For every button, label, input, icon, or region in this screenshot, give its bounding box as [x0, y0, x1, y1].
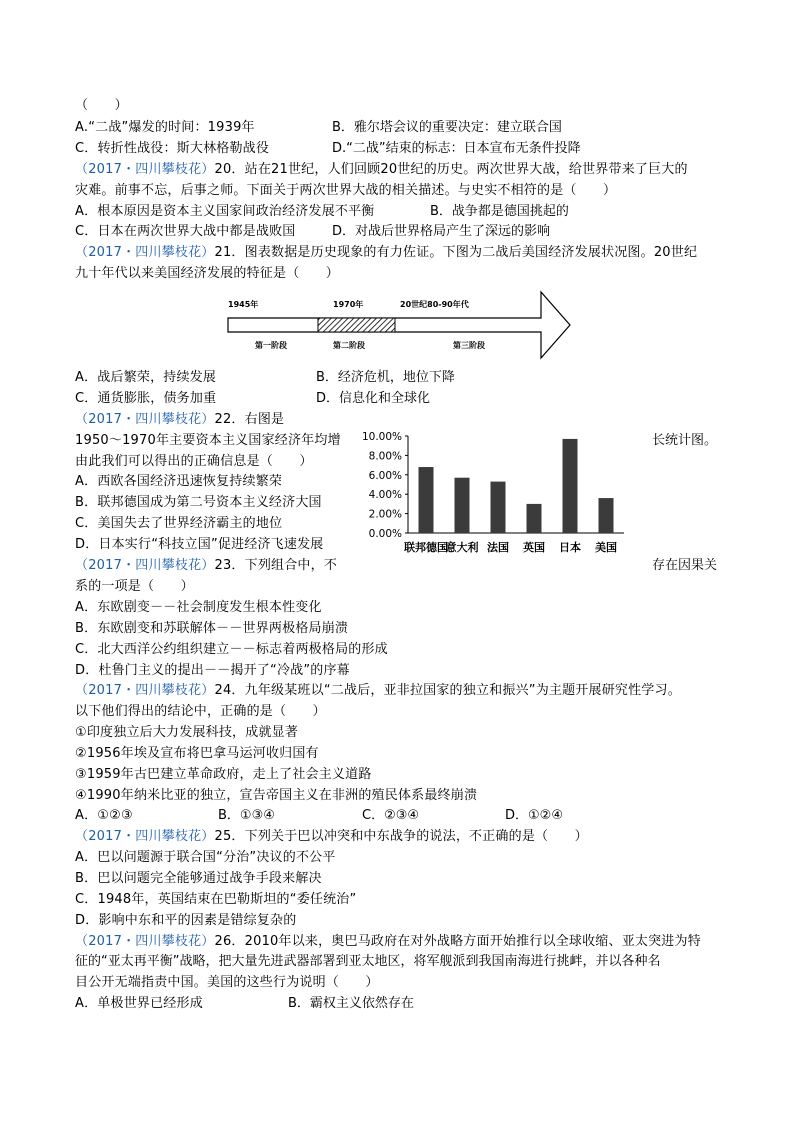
q24-option-d: D．①②④ [505, 808, 563, 823]
q23-stem1-text: 23．下列组合中，不 [214, 558, 338, 573]
q22-growth-bar-chart [352, 428, 642, 558]
q19-stem-end: （ ） [75, 98, 128, 113]
chart-x-tick-label: 英国 [523, 541, 545, 554]
q24-statement-3: ③1959年古巴建立革命政府，走上了社会主义道路 [75, 767, 372, 782]
q21-source: （2017・四川攀枝花） [75, 245, 215, 260]
q24-option-a: A．①②③ [75, 808, 133, 823]
q22-source: （2017・四川攀枝花） [75, 412, 215, 427]
q24-statement-1: ①印度独立后大力发展科技，成就显著 [75, 725, 299, 740]
q24-stem-line2: 以下他们得出的结论中，正确的是（ ） [75, 704, 326, 719]
q22-stem-line2-right: 长统计图。 [652, 433, 718, 448]
q26-stem-line2: 征的“亚太再平衡”战略，把大量先进武器部署到亚太地区，将军舰派到我国南海进行挑衅，并以各种名 [75, 954, 661, 969]
q20-option-b: B．战争都是德国挑起的 [430, 204, 569, 219]
q21-option-a: A．战后繁荣，持续发展 [75, 370, 217, 385]
q23-stem-line1-left [75, 556, 337, 576]
q22-stem-line3: 由此我们可以得出的正确信息是（ ） [75, 454, 313, 469]
timeline-stage2-hatch [318, 318, 395, 332]
chart-x-tick-label: 美国 [595, 541, 617, 554]
timeline-stage3: 第三阶段 [453, 341, 485, 350]
q26-stem-line1 [75, 932, 701, 952]
q23-option-b: B．东欧剧变和苏联解体－－世界两极格局崩溃 [75, 621, 349, 636]
chart-y-tick-label: 0.00% [368, 528, 402, 540]
q26-stem-line3: 目公开无端指责中国。美国的这些行为说明（ ） [75, 975, 379, 990]
chart-bar [455, 478, 470, 533]
q25-option-d: D．影响中东和平的因素是错综复杂的 [75, 913, 297, 928]
q20-option-a: A．根本原因是资本主义国家间政治经济发展不平衡 [75, 204, 375, 219]
q20-stem-line2: 灾难。前事不忘，后事之师。下面关于两次世界大战的相关描述。与史实不相符的是（ ） [75, 183, 617, 198]
chart-bar [527, 504, 542, 533]
chart-bar [491, 482, 506, 533]
q24-option-c: C．②③④ [362, 808, 420, 823]
q22-stem-line2-left: 1950～1970年主要资本主义国家经济年均增 [75, 433, 341, 448]
timeline-stage1: 第一阶段 [255, 341, 287, 350]
q23-option-a: A．东欧剧变－－社会制度发生根本性变化 [75, 600, 322, 615]
chart-y-tick-label: 8.00% [368, 450, 402, 463]
timeline-label-1970: 1970年 [333, 300, 364, 309]
chart-y-tick-label: 2.00% [368, 508, 402, 521]
q21-option-d: D．信息化和全球化 [316, 391, 431, 406]
q22-option-a: A．西欧各国经济迅速恢复持续繁荣 [75, 474, 283, 489]
q19-option-b: B．雅尔塔会议的重要决定：建立联合国 [332, 120, 562, 135]
chart-y-tick-label: 4.00% [368, 489, 402, 502]
q25-stem1-text: 25．下列关于巴以冲突和中东战争的说法，不正确的是（ ） [214, 829, 588, 844]
chart-bar [419, 467, 434, 533]
q20-stem-line1 [75, 160, 688, 180]
q20-option-c: C．日本在两次世界大战中都是战败国 [75, 224, 296, 239]
q19-option-a: A.“二战”爆发的时间：1939年 [75, 120, 255, 135]
q22-option-d: D．日本实行“科技立国”促进经济飞速发展 [75, 537, 324, 552]
q25-option-b: B．巴以问题完全能够通过战争手段来解决 [75, 871, 322, 886]
q23-source: （2017・四川攀枝花） [75, 558, 215, 573]
timeline-label-1945: 1945年 [228, 300, 259, 309]
timeline-stage2: 第二阶段 [333, 341, 365, 350]
chart-bar [599, 498, 614, 533]
q23-option-c: C．北大西洋公约组织建立－－标志着两极格局的形成 [75, 642, 388, 657]
q23-stem-line2: 系的一项是（ ） [75, 579, 194, 594]
q26-option-b: B．霸权主义依然存在 [288, 996, 414, 1011]
q24-statement-4: ④1990年纳米比亚的独立，宣告帝国主义在非洲的殖民体系最终崩溃 [75, 788, 478, 803]
q24-statement-2: ②1956年埃及宣布将巴拿马运河收归国有 [75, 746, 319, 761]
q25-option-c: C．1948年，英国结束在巴勒斯坦的“委任统治” [75, 892, 357, 907]
q22-stem-line1 [75, 410, 284, 430]
chart-x-tick-label: 法国 [487, 541, 509, 554]
chart-y-tick-label: 6.00% [368, 469, 402, 482]
q25-stem-line1 [75, 827, 588, 847]
q24-stem1-text: 24．九年级某班以“二战后，亚非拉国家的独立和振兴”为主题开展研究性学习。 [214, 683, 681, 698]
q21-stem-line2: 九十年代以来美国经济发展的特征是（ ） [75, 266, 340, 281]
q20-stem1-text: 20．站在21世纪，人们回顾20世纪的历史。两次世界大战，给世界带来了巨大的 [214, 162, 688, 177]
chart-x-tick-label: 意大利 [445, 541, 479, 554]
q24-source: （2017・四川攀枝花） [75, 683, 215, 698]
q21-option-b: B．经济危机，地位下降 [316, 370, 455, 385]
q21-stem-line1 [75, 243, 697, 263]
q21-stem1-text: 21．图表数据是历史现象的有力佐证。下图为二战后美国经济发展状况图。20世纪 [214, 245, 698, 260]
q24-stem-line1 [75, 681, 681, 701]
q19-option-c: C．转折性战役：斯大林格勒战役 [75, 141, 270, 156]
q26-source: （2017・四川攀枝花） [75, 934, 215, 949]
q21-option-c: C．通货膨胀，债务加重 [75, 391, 217, 406]
q25-source: （2017・四川攀枝花） [75, 829, 215, 844]
chart-x-tick-label: 日本 [559, 541, 581, 554]
timeline-label-8090: 20世纪80-90年代 [400, 300, 469, 309]
chart-bar [563, 439, 578, 533]
q23-option-d: D．杜鲁门主义的提出－－揭开了“冷战”的序幕 [75, 663, 350, 678]
q22-stem1-text: 22．右图是 [214, 412, 285, 427]
q21-timeline-figure [225, 288, 575, 360]
q22-option-b: B．联邦德国成为第二号资本主义经济大国 [75, 495, 322, 510]
q24-option-b: B．①③④ [218, 808, 275, 823]
q20-option-d: D．对战后世界格局产生了深远的影响 [332, 224, 551, 239]
q19-option-d: D.“二战”结束的标志：日本宣布无条件投降 [332, 141, 581, 156]
q25-option-a: A．巴以问题源于联合国“分治”决议的不公平 [75, 850, 336, 865]
q23-stem-line1-right: 存在因果关 [652, 558, 718, 573]
q26-option-a: A．单极世界已经形成 [75, 996, 203, 1011]
q26-stem1-text: 26．2010年以来，奥巴马政府在对外战略方面开始推行以全球收缩、亚太突进为特 [214, 934, 701, 949]
chart-y-tick-label: 10.00% [361, 431, 402, 443]
chart-x-tick-label: 联邦德国 [404, 541, 448, 554]
q20-source: （2017・四川攀枝花） [75, 162, 215, 177]
q22-option-c: C．美国失去了世界经济霸主的地位 [75, 516, 283, 531]
